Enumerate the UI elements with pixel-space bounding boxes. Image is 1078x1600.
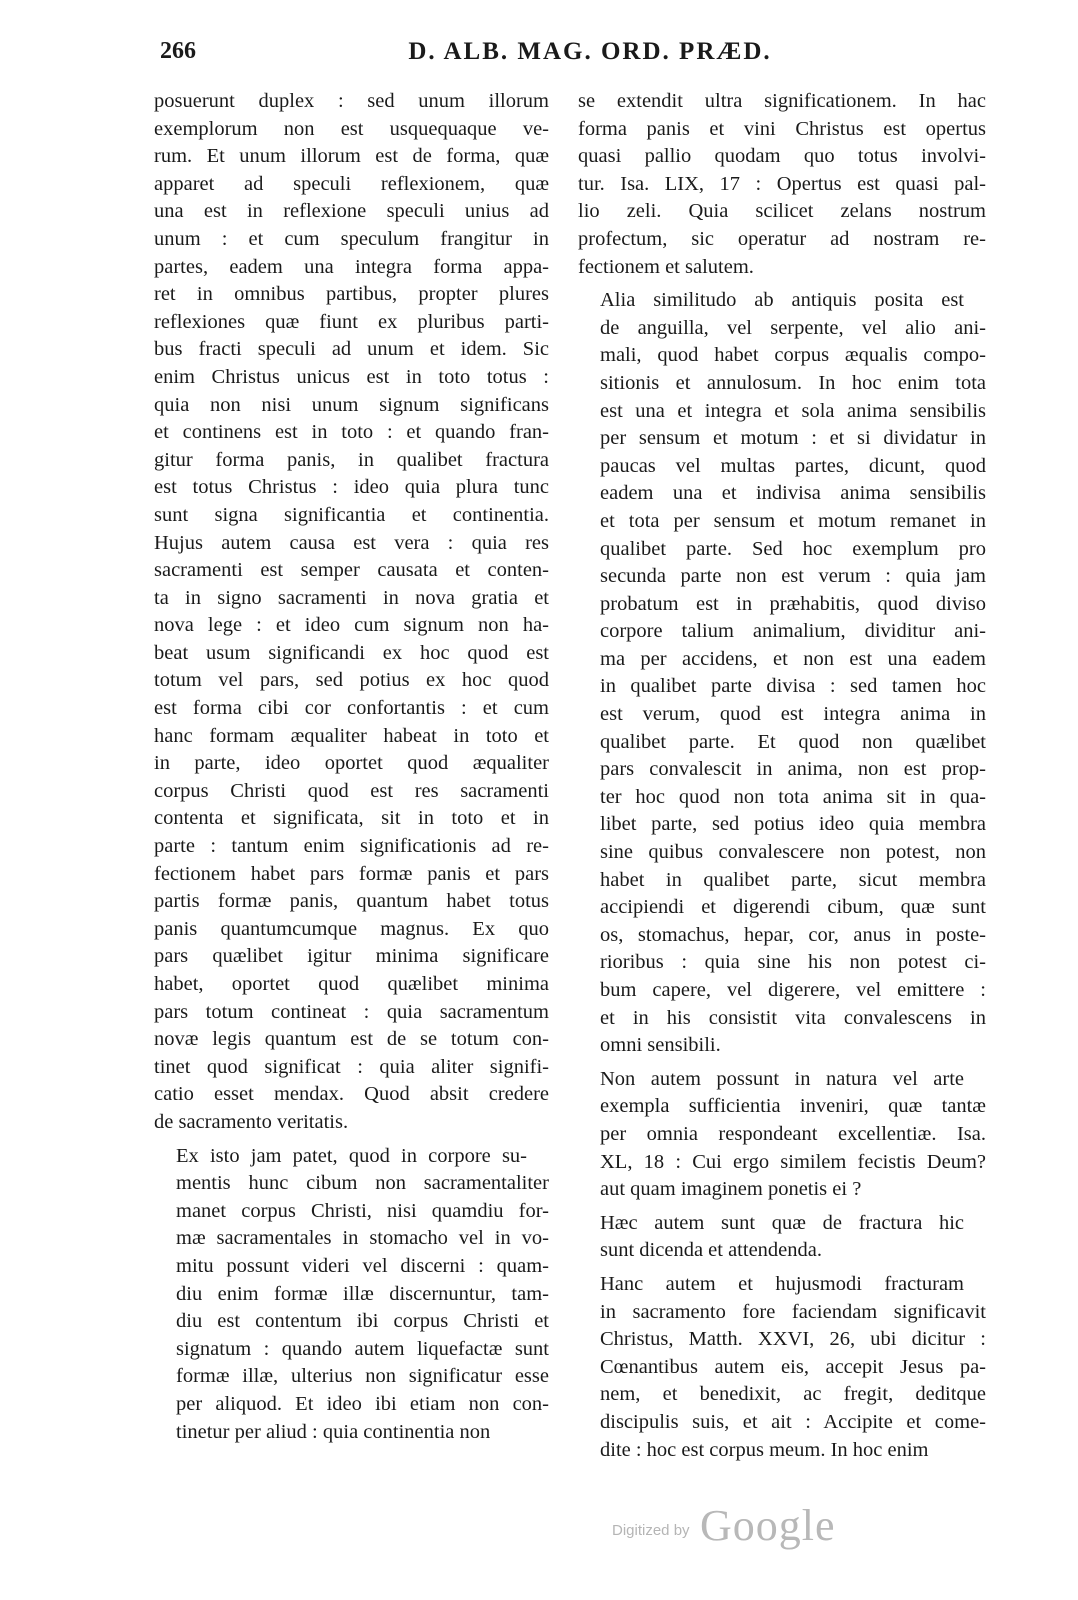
paragraph (578, 1066, 986, 1204)
text-line: diu est contentum ibi corpus Christi et (176, 1310, 549, 1333)
text-line: eadem una et indivisa anima sensibilis (600, 482, 986, 505)
text-line: parte : tantum enim significationis ad re- (154, 835, 549, 858)
text-line: habet in qualibet parte, sicut membra (600, 868, 986, 891)
text-line: Ex isto jam patet, quod in corpore su- (176, 1144, 527, 1167)
text-line: formæ illæ, ulterius non significatur esse (176, 1365, 549, 1388)
text-line: de sacramento veritatis. (154, 1110, 349, 1133)
text-line: mali, quod habet corpus æqualis compo- (600, 344, 986, 367)
text-line: quasi pallio quodam quo totus involvi- (578, 145, 986, 168)
digitized-footer (600, 1501, 860, 1556)
text-line: et tota per sensum et motum remanet in (600, 509, 986, 532)
text-line: secunda parte non est verum : quia jam (600, 565, 986, 588)
text-line: enim Christus unicus est in toto totus : (154, 365, 549, 388)
text-line: libet parte, sed potius ideo quia membra (600, 813, 986, 836)
text-line: est totus Christus : ideo quia plura tunc (154, 476, 549, 499)
text-line: omni sensibili. (600, 1034, 721, 1057)
text-line: Christus, Matth. XXVI, 26, ubi dicitur : (600, 1328, 986, 1351)
text-line: apparet ad speculi reflexionem, quæ (154, 172, 549, 195)
text-line: tinetur per aliud : quia continentia non (176, 1420, 491, 1443)
text-line: signatum : quando autem liquefactæ sunt (176, 1337, 549, 1360)
text-line: exemplorum non est usquequaque ve- (154, 117, 549, 140)
text-line: rum. Et unum illorum est de forma, quæ (154, 145, 549, 168)
text-line: profectum, sic operatur ad nostram re- (578, 227, 986, 250)
paragraph (154, 88, 549, 1137)
text-line: dite : hoc est corpus meum. In hoc enim (600, 1438, 929, 1461)
text-line: tinet quod significat : quia aliter signifi- (154, 1055, 549, 1078)
text-line: Hanc autem et hujusmodi fracturam (600, 1272, 964, 1295)
text-line: exempla sufficientia inveniri, quæ tantæ (600, 1095, 986, 1118)
text-line: diu enim formæ illæ discernuntur, tam- (176, 1282, 549, 1305)
text-line: in sacramento fore faciendam significavit (600, 1300, 986, 1323)
text-line: nova lege : et ideo cum signum non ha- (154, 614, 549, 637)
left-column (154, 88, 549, 1452)
text-line: qualibet parte. Sed hoc exemplum pro (600, 537, 986, 560)
text-line: per sensum et motum : et si dividatur in (600, 427, 986, 450)
right-column (578, 88, 986, 1470)
page-number: 266 (160, 38, 196, 64)
text-line: XL, 18 : Cui ergo similem fecistis Deum? (600, 1150, 986, 1173)
text-line: corpus Christi quod est res sacramenti (154, 779, 549, 802)
text-line: paucas vel multas partes, dicunt, quod (600, 454, 986, 477)
text-line: rioribus : quia sine his non potest ci- (600, 951, 986, 974)
text-line: ret in omnibus partibus, propter plures (154, 283, 549, 306)
text-line: corpore talium animalium, dividitur ani- (600, 620, 986, 643)
text-line: quia non nisi unum signum significans (154, 393, 549, 416)
running-header (0, 38, 1078, 78)
text-line: bus fracti speculi ad unum et idem. Sic (154, 338, 549, 361)
text-line: partis formæ panis, quantum habet totus (154, 890, 549, 913)
paragraph (578, 1271, 986, 1464)
text-line: sunt dicenda et attendenda. (600, 1239, 822, 1262)
text-line: contenta et significata, sit in toto et in (154, 807, 549, 830)
text-line: gitur forma panis, in qualibet fractura (154, 448, 549, 471)
text-line: se extendit ultra significationem. In hac (578, 90, 986, 112)
text-line: catio esset mendax. Quod absit credere (154, 1083, 549, 1106)
running-title: D. ALB. MAG. ORD. PRÆD. (408, 38, 772, 65)
text-line: discipulis suis, et ait : Accipite et come- (600, 1410, 986, 1433)
text-line: accipiendi et digerendi cibum, quæ sunt (600, 896, 986, 919)
text-line: unum : et cum speculum frangitur in (154, 227, 549, 250)
text-line: in qualibet parte divisa : sed tamen hoc (600, 675, 986, 698)
text-line: est verum, quod est integra anima in (600, 703, 986, 726)
text-line: reflexiones quæ fiunt ex pluribus parti- (154, 310, 549, 333)
text-line: fectionem et salutem. (578, 255, 754, 278)
text-line: mæ sacramentales in stomacho vel in vo- (176, 1227, 549, 1250)
text-line: sine quibus convalescere non potest, non (600, 841, 986, 864)
paragraph (578, 1210, 986, 1265)
text-line: posuerunt duplex : sed unum illorum (154, 90, 549, 112)
text-line: est forma cibi cor confortantis : et cum (154, 697, 549, 720)
text-line: et in his consistit vita convalescens in (600, 1006, 986, 1029)
text-line: bum capere, vel digerere, vel emittere : (600, 979, 986, 1001)
text-line: Non autem possunt in natura vel arte (600, 1067, 964, 1090)
text-line: os, stomachus, hepar, cor, anus in poste- (600, 923, 986, 946)
paragraph (578, 287, 986, 1060)
text-line: Hæc autem sunt quæ de fractura hic (600, 1211, 964, 1234)
text-line: probatum est in præhabitis, quod diviso (600, 592, 986, 615)
digitized-label: Digitized by (612, 1522, 690, 1539)
text-line: una est in reflexione speculi unius ad (154, 200, 549, 223)
text-line: nem, et benedixit, ac fregit, deditque (600, 1383, 986, 1406)
text-line: pars quælibet igitur minima significare (154, 945, 549, 968)
text-line: mitu possunt videri vel discerni : quam- (176, 1254, 549, 1277)
text-line: lio zeli. Quia scilicet zelans nostrum (578, 200, 986, 223)
paragraph (578, 88, 986, 281)
text-line: mentis hunc cibum non sacramentaliter (176, 1172, 549, 1195)
text-line: ter hoc quod non tota anima sit in qua- (600, 785, 986, 808)
text-line: sacramenti est semper causata et conten- (154, 559, 549, 582)
text-line: ta in signo sacramenti in nova gratia et (154, 586, 549, 609)
text-line: panis quantumcumque magnus. Ex quo (154, 917, 549, 940)
text-line: hanc formam æqualiter habeat in toto et (154, 724, 549, 747)
text-line: pars totum contineat : quia sacramentum (154, 1000, 549, 1023)
text-line: manet corpus Christi, nisi quamdiu for- (176, 1199, 549, 1222)
text-line: tur. Isa. LIX, 17 : Opertus est quasi pal- (578, 172, 986, 195)
google-logo: Google (700, 1501, 836, 1550)
text-line: est una et integra et sola anima sensibilis (600, 399, 986, 422)
text-line: qualibet parte. Et quod non quælibet (600, 730, 986, 753)
text-line: forma panis et vini Christus est opertus (578, 117, 986, 140)
text-line: Hujus autem causa est vera : quia res (154, 531, 549, 554)
text-line: beat usum significandi ex hoc quod est (154, 641, 549, 664)
text-line: partes, eadem una integra forma appa- (154, 255, 549, 278)
text-line: et continens est in toto : et quando fran- (154, 421, 549, 444)
paragraph (154, 1143, 549, 1447)
text-line: per aliquod. Et ideo ibi etiam non con- (176, 1392, 549, 1415)
text-line: novæ legis quantum est de se totum con- (154, 1028, 549, 1051)
text-line: ma per accidens, et non est una eadem (600, 647, 986, 670)
text-line: in parte, ideo oportet quod æqualiter (154, 752, 549, 775)
text-line: pars convalescit in anima, non est prop- (600, 758, 986, 781)
text-line: aut quam imaginem ponetis ei ? (600, 1178, 862, 1201)
text-line: de anguilla, vel serpente, vel alio ani- (600, 316, 986, 339)
text-line: per omnia respondeant excellentiæ. Isa. (600, 1122, 986, 1145)
text-line: totum vel pars, sed potius ex hoc quod (154, 669, 549, 692)
text-line: habet, oportet quod quælibet minima (154, 973, 549, 995)
text-line: Cœnantibus autem eis, accepit Jesus pa- (600, 1355, 986, 1378)
text-line: Alia similitudo ab antiquis posita est (600, 289, 964, 312)
text-line: sitionis et annulosum. In hoc enim tota (600, 371, 986, 394)
text-line: sunt signa significantia et continentia. (154, 503, 549, 526)
text-line: fectionem habet pars formæ panis et pars (154, 862, 549, 885)
